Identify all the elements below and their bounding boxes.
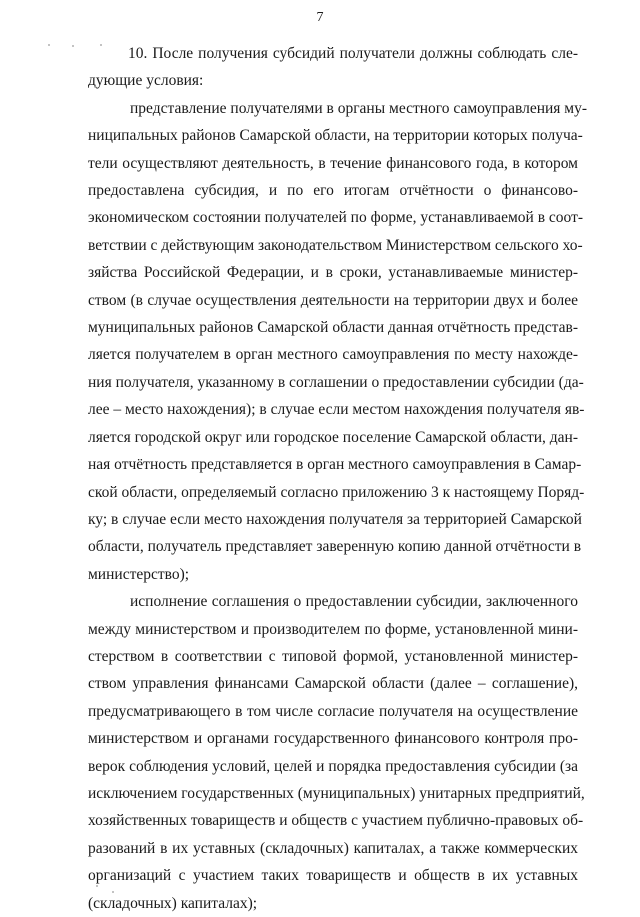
paragraph-condition-agreement (88, 588, 585, 917)
text-line: экономическом состоянии получателей по форме, устанавливаемой в соот- (88, 209, 584, 227)
text-line: ветствии с действующим законодательством Министерством сельского хо- (88, 236, 583, 254)
text-line: ку; в случае если место нахождения получателя за территорией Самарской (88, 510, 582, 528)
paragraph-condition-reporting (88, 95, 588, 588)
scan-speck (72, 45, 74, 47)
text-line: ляется городской округ или городское поселение Самарской области, дан- (88, 428, 578, 446)
document-body (88, 40, 588, 917)
text-line: стерством в соответствии с типовой формой, установленной министер- (88, 647, 578, 665)
text-line: предусматривающего в том числе согласие получателя на осуществление (88, 702, 578, 720)
text-line: разований в их уставных (складочных) капиталах, а также коммерческих (88, 839, 578, 857)
paragraph-clause-10 (88, 40, 578, 95)
text-line: 10. После получения субсидий получатели должны соблюдать сле- (128, 45, 578, 62)
scan-speck (48, 44, 50, 46)
text-line: предоставлена субсидия, и по его итогам отчётности о финансово- (88, 182, 578, 200)
text-line: хозяйственных товариществ и обществ с участием публично-правовых об- (88, 812, 584, 830)
text-line: ная отчётность представляется в орган местного самоуправления в Самар- (88, 456, 582, 474)
text-line: министерство); (88, 565, 190, 583)
text-line: дующие условия: (88, 72, 204, 90)
text-line: министерством и органами государственного финансового контроля про- (88, 730, 578, 748)
text-line: исключением государственных (муниципальных) унитарных предприятий, (88, 784, 585, 802)
page-number: 7 (316, 10, 324, 25)
text-line: ством управления финансами Самарской области (далее – соглашение), (88, 675, 578, 693)
text-line: ством (в случае осуществления деятельности на территории двух и более (88, 291, 578, 309)
text-line: зяйства Российской Федерации, и в сроки, устанавливаемые министер- (88, 264, 578, 282)
text-line: муниципальных районов Самарской области данная отчётность представ- (88, 319, 578, 337)
text-line: между министерством и производителем по форме, установленной мини- (88, 620, 578, 638)
text-line: (складочных) капиталах); (88, 894, 258, 912)
text-line: исполнение соглашения о предоставлении субсидии, заключенного (130, 593, 578, 611)
text-line: лее – место нахождения); в случае если местом нахождения получателя яв- (88, 401, 585, 419)
text-line: представление получателями в органы местного самоуправления му- (130, 99, 588, 117)
text-line: ской области, определяемый согласно приложению 3 к настоящему Поряд- (88, 483, 585, 501)
text-line: организаций с участием таких товариществ и обществ в их уставных (88, 867, 578, 885)
text-line: ляется получателем в орган местного самоуправления по месту нахожде- (88, 346, 578, 364)
text-line: ниципальных районов Самарской области, на территории которых получа- (88, 127, 583, 145)
text-line: области, получатель представляет заверенную копию данной отчётности в (88, 538, 582, 556)
text-line: ния получателя, указанному в соглашении о предоставлении субсидии (да- (88, 373, 584, 391)
text-line: тели осуществляют деятельность, в течение финансового года, в котором (88, 154, 578, 172)
text-line: верок соблюдения условий, целей и порядка предоставления субсидии (за (88, 757, 578, 775)
